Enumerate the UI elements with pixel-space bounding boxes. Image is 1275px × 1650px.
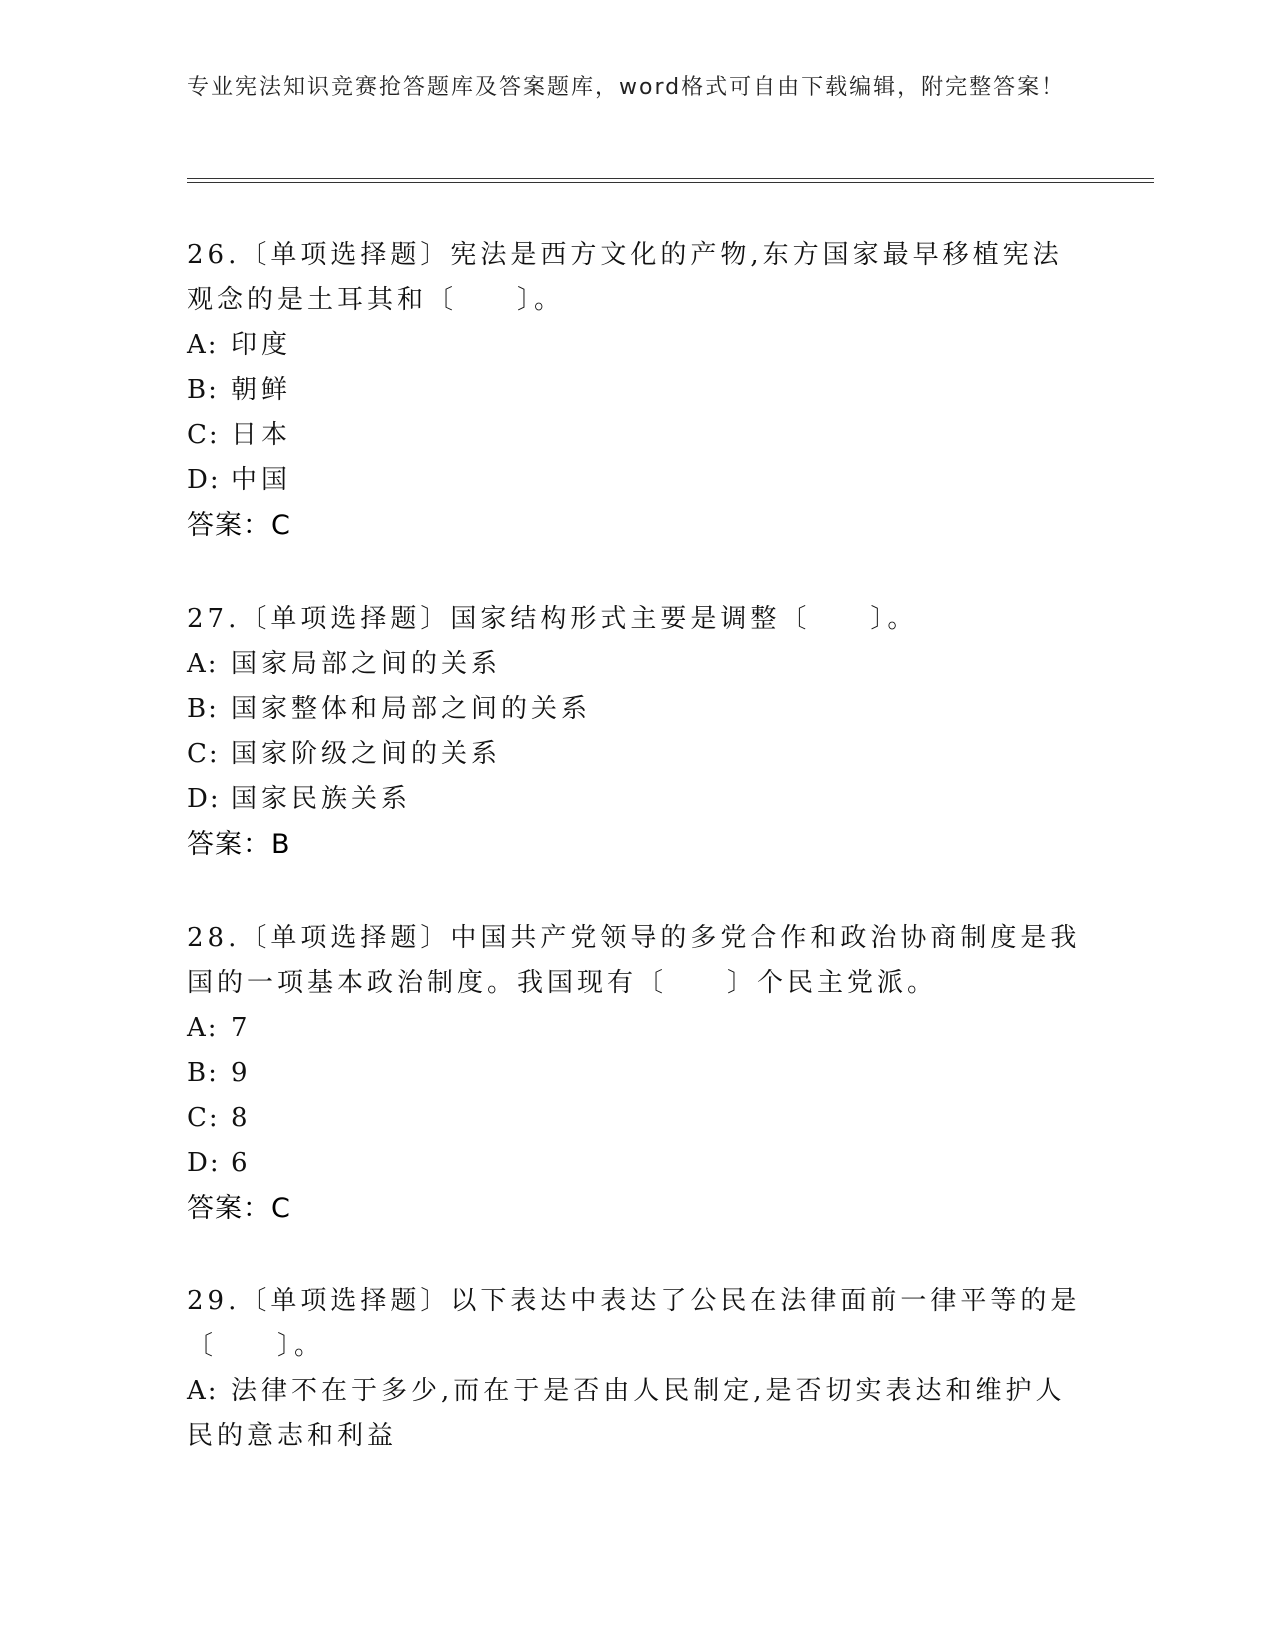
option-key: A: — [187, 1376, 219, 1406]
option-a — [187, 323, 1087, 368]
option-c — [187, 1096, 1087, 1141]
option-text: 国家阶级之间的关系 — [231, 739, 502, 769]
option-d — [187, 777, 1087, 822]
option-text: 国家民族关系 — [231, 784, 412, 814]
option-key: C: — [187, 739, 220, 769]
option-key: D: — [187, 1148, 221, 1178]
option-text: 中国 — [231, 465, 292, 495]
option-text: 国家局部之间的关系 — [231, 649, 502, 679]
option-key: A: — [187, 649, 219, 679]
option-d — [187, 1141, 1087, 1186]
option-key: B: — [187, 694, 219, 724]
question-stem: 28.〔单项选择题〕中国共产党领导的多党合作和政治协商制度是我国的一项基本政治制度。我国现有〔 〕个民主党派。 — [187, 923, 1081, 998]
answer-line: 答案：C — [187, 510, 291, 541]
document-header: 专业宪法知识竞赛抢答题库及答案题库，word格式可自由下载编辑，附完整答案！ — [187, 75, 1066, 100]
option-key: B: — [187, 1058, 219, 1088]
option-text: 国家整体和局部之间的关系 — [231, 694, 592, 724]
question-stem: 29.〔单项选择题〕以下表达中表达了公民在法律面前一律平等的是〔 〕。 — [187, 1286, 1081, 1361]
option-text: 法律不在于多少,而在于是否由人民制定,是否切实表达和维护人民的意志和利益 — [187, 1376, 1066, 1451]
option-a — [187, 1369, 1087, 1459]
option-c — [187, 413, 1087, 458]
option-a — [187, 642, 1087, 687]
question-stem: 26.〔单项选择题〕宪法是西方文化的产物,东方国家最早移植宪法观念的是土耳其和〔 〕。 — [187, 240, 1063, 315]
option-text: 印度 — [231, 330, 292, 360]
option-key: C: — [187, 420, 220, 450]
question-29 — [187, 1279, 1087, 1459]
option-b — [187, 368, 1087, 413]
option-text: 8 — [231, 1103, 252, 1133]
answer-line: 答案：B — [187, 829, 291, 860]
question-stem: 27.〔单项选择题〕国家结构形式主要是调整〔 〕。 — [187, 604, 918, 634]
option-text: 朝鲜 — [231, 375, 292, 405]
option-b — [187, 1051, 1087, 1096]
header-divider — [187, 178, 1154, 183]
option-key: A: — [187, 330, 219, 360]
option-b — [187, 687, 1087, 732]
option-text: 6 — [231, 1148, 252, 1178]
option-key: A: — [187, 1013, 219, 1043]
option-key: B: — [187, 375, 219, 405]
option-a — [187, 1006, 1087, 1051]
option-text: 日本 — [231, 420, 292, 450]
answer-line: 答案：C — [187, 1193, 291, 1224]
option-key: C: — [187, 1103, 220, 1133]
question-28 — [187, 916, 1087, 1232]
option-text: 9 — [231, 1058, 252, 1088]
option-d — [187, 458, 1087, 503]
option-key: D: — [187, 465, 221, 495]
question-27 — [187, 597, 1087, 868]
option-key: D: — [187, 784, 221, 814]
question-26 — [187, 233, 1087, 549]
option-text: 7 — [231, 1013, 252, 1043]
option-c — [187, 732, 1087, 777]
